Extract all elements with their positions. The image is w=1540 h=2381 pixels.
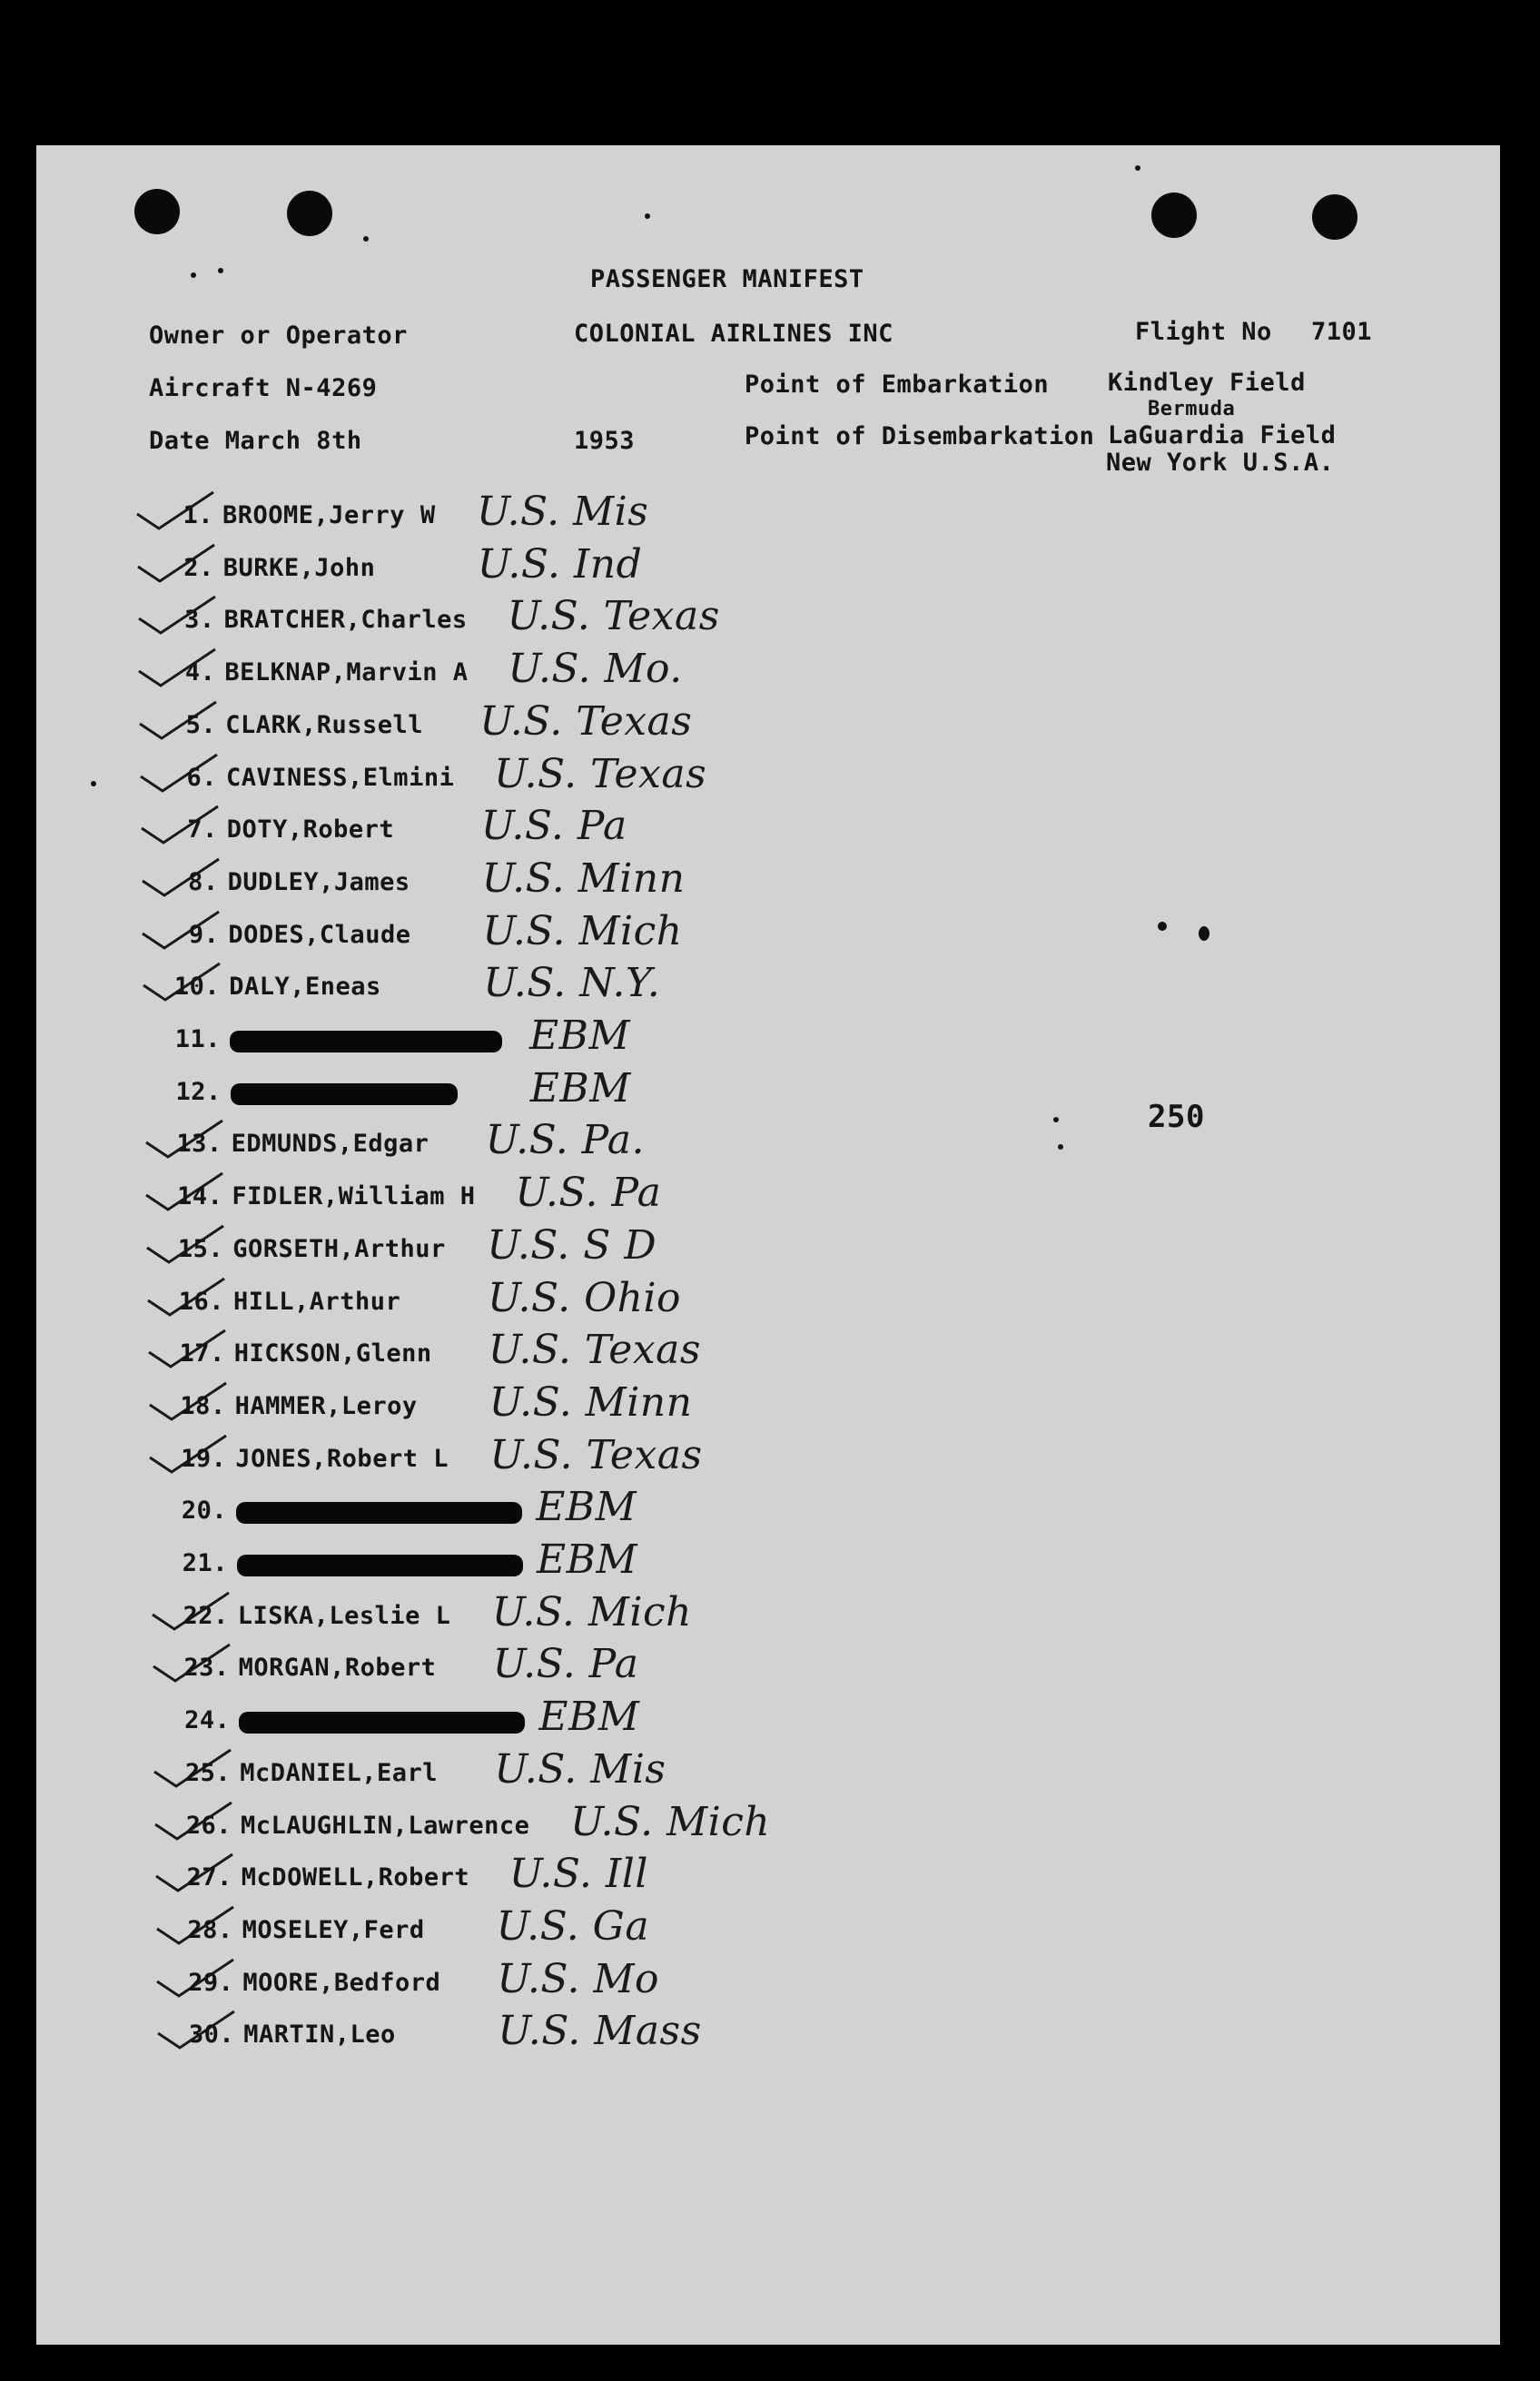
flight-number: 7101: [1311, 318, 1373, 346]
passenger-name: DOTY,Robert: [226, 815, 395, 845]
handwritten-note: U.S. Ga: [496, 1902, 650, 1950]
passenger-number: 19.: [181, 1444, 227, 1473]
passenger-row: [159, 1798, 1067, 1848]
passenger-name: HAMMER,Leroy: [234, 1391, 418, 1420]
embarkation-value: Kindley Field: [1108, 369, 1306, 397]
handwritten-note: U.S. Ind: [477, 540, 643, 588]
passenger-name: DALY,Eneas: [229, 973, 381, 1002]
passenger-row: [153, 1378, 1061, 1428]
passenger-row: [162, 2008, 1070, 2057]
ink-speck: [363, 236, 369, 242]
passenger-name: BURKE,John: [222, 553, 376, 582]
passenger-name: JONES,Robert L: [235, 1444, 449, 1473]
owner-label: Owner or Operator: [149, 321, 408, 350]
handwritten-note: EBM: [537, 1536, 638, 1583]
passenger-row: [150, 1117, 1058, 1166]
handwritten-note: U.S. Mich: [482, 907, 683, 954]
handwritten-note: U.S. Texas: [489, 1431, 703, 1478]
passenger-number: 24.: [184, 1706, 231, 1735]
passenger-number: 26.: [185, 1811, 232, 1840]
passenger-name: HICKSON,Glenn: [233, 1339, 432, 1368]
ink-speck: [1158, 922, 1167, 931]
disembarkation-value-2: New York U.S.A.: [1106, 449, 1335, 477]
passenger-row: [144, 750, 1052, 800]
passenger-row: [157, 1694, 1065, 1743]
punch-hole: [1151, 193, 1197, 238]
handwritten-note: EBM: [529, 1013, 631, 1059]
embarkation-label: Point of Embarkation: [745, 370, 1050, 399]
flight-label: Flight No: [1135, 318, 1272, 346]
passenger-name: BROOME,Jerry W: [222, 501, 436, 529]
passenger-row: [146, 855, 1054, 904]
ink-speck: [91, 781, 96, 786]
aircraft-label: Aircraft N-4269: [149, 374, 378, 402]
passenger-number: 29.: [188, 1968, 234, 1997]
passenger-row: [149, 1064, 1057, 1114]
handwritten-note: U.S. Pa.: [485, 1117, 646, 1164]
passenger-number: 7.: [187, 815, 218, 845]
passenger-number: 1.: [183, 501, 213, 529]
handwritten-note: U.S. Mich: [570, 1798, 771, 1845]
passenger-name: MOORE,Bedford: [242, 1968, 441, 1997]
passenger-number: 25.: [184, 1758, 232, 1787]
passenger-row: [148, 1013, 1056, 1062]
handwritten-note: U.S. Mo: [497, 1955, 660, 2002]
passenger-number: 23.: [183, 1654, 230, 1683]
passenger-row: [156, 1588, 1064, 1638]
handwritten-note: EBM: [536, 1484, 637, 1531]
passenger-name: CLARK,Russell: [225, 710, 424, 739]
handwritten-note: U.S. Texas: [494, 750, 707, 797]
passenger-number: 9.: [188, 920, 220, 949]
ink-speck: [1058, 1144, 1063, 1150]
ink-speck: [1199, 926, 1209, 941]
ink-speck: [1135, 165, 1140, 171]
passenger-number: 30.: [188, 2020, 235, 2050]
passenger-row: [145, 803, 1053, 852]
passenger-number: 12.: [175, 1077, 222, 1106]
passenger-row: [153, 1327, 1061, 1376]
ink-speck: [218, 268, 223, 273]
passenger-name: MORGAN,Robert: [238, 1654, 437, 1683]
operator-name: COLONIAL AIRLINES INC: [574, 320, 893, 348]
passenger-number: 10.: [173, 973, 221, 1002]
handwritten-note: EBM: [538, 1694, 640, 1741]
handwritten-note: U.S. Mich: [491, 1588, 692, 1635]
passenger-row: [143, 697, 1051, 747]
ink-speck: [1053, 1117, 1059, 1122]
passenger-number: 6.: [186, 763, 217, 792]
handwritten-note: U.S. Texas: [479, 697, 693, 745]
passenger-name: BELKNAP,Marvin A: [224, 658, 469, 687]
handwritten-note: U.S. Pa: [492, 1641, 639, 1688]
passenger-number: 20.: [181, 1497, 228, 1526]
year: 1953: [574, 427, 636, 455]
passenger-number: 14.: [177, 1182, 223, 1211]
passenger-name: DODES,Claude: [228, 920, 411, 949]
date-label: Date March 8th: [149, 427, 362, 455]
passenger-name: MARTIN,Leo: [243, 2020, 396, 2050]
handwritten-note: U.S. N.Y.: [483, 960, 661, 1007]
handwritten-note: U.S. Minn: [481, 855, 686, 902]
handwritten-note: U.S. Pa: [480, 803, 627, 850]
passenger-number: 3.: [184, 606, 215, 635]
punch-hole: [134, 189, 180, 234]
redaction-bar: [239, 1712, 525, 1734]
passenger-name: BRATCHER,Charles: [223, 606, 468, 635]
passenger-row: [153, 1431, 1061, 1481]
passenger-name: McDANIEL,Earl: [240, 1758, 439, 1787]
passenger-name: GORSETH,Arthur: [232, 1234, 446, 1263]
passenger-row: [160, 1851, 1068, 1900]
passenger-row: [161, 1955, 1069, 2005]
passenger-name: McDOWELL,Robert: [241, 1863, 470, 1892]
redaction-bar: [236, 1502, 522, 1524]
passenger-row: [152, 1274, 1060, 1324]
passenger-number: 22.: [183, 1601, 229, 1630]
handwritten-note: U.S. Texas: [507, 593, 720, 640]
handwritten-note: U.S. S D: [487, 1221, 657, 1269]
passenger-number: 18.: [180, 1391, 226, 1420]
passenger-row: [141, 489, 1049, 538]
passenger-number: 5.: [185, 710, 217, 739]
passenger-row: [151, 1221, 1059, 1271]
handwritten-note: U.S. Ohio: [488, 1274, 682, 1321]
disembarkation-label: Point of Disembarkation: [745, 422, 1095, 450]
handwritten-note: EBM: [529, 1064, 631, 1111]
redaction-bar: [230, 1031, 502, 1052]
passenger-number: 17.: [179, 1339, 225, 1368]
handwritten-note: U.S. Texas: [488, 1327, 701, 1374]
passenger-number: 16.: [178, 1287, 224, 1316]
punch-hole: [1312, 194, 1357, 240]
passenger-row: [158, 1745, 1066, 1795]
passenger-number: 21.: [182, 1549, 228, 1577]
passenger-row: [154, 1484, 1062, 1533]
passenger-name: DUDLEY,James: [227, 867, 410, 896]
ink-speck: [191, 272, 196, 278]
passenger-number: 2.: [183, 553, 214, 582]
passenger-row: [142, 540, 1050, 590]
passenger-row: [161, 1902, 1069, 1952]
passenger-name: LISKA,Leslie L: [237, 1601, 451, 1630]
passenger-name: EDMUNDS,Edgar: [231, 1130, 429, 1159]
passenger-row: [155, 1536, 1063, 1586]
passenger-row: [143, 646, 1051, 695]
handwritten-note: U.S. Ill: [508, 1851, 648, 1898]
passenger-row: [150, 1170, 1058, 1219]
embarkation-value-2: Bermuda: [1148, 398, 1236, 420]
passenger-row: [143, 593, 1051, 642]
handwritten-note: U.S. Pa: [515, 1170, 662, 1217]
passenger-name: MOSELEY,Ferd: [242, 1915, 425, 1944]
passenger-row: [157, 1641, 1065, 1690]
passenger-name: McLAUGHLIN,Lawrence: [241, 1811, 530, 1840]
passenger-number: 28.: [187, 1915, 233, 1944]
handwritten-note: U.S. Mass: [498, 2008, 702, 2055]
passenger-name: HILL,Arthur: [233, 1287, 401, 1316]
passenger-row: [146, 907, 1054, 957]
passenger-number: 13.: [176, 1130, 222, 1159]
passenger-name: FIDLER,William H: [232, 1182, 476, 1211]
handwritten-note: U.S. Mis: [477, 489, 649, 535]
manifest-title: PASSENGER MANIFEST: [590, 265, 864, 293]
passenger-number: 27.: [186, 1863, 232, 1892]
passenger-number: 4.: [184, 658, 216, 687]
ink-speck: [645, 213, 650, 219]
side-number: 250: [1148, 1099, 1205, 1135]
passenger-name: CAVINESS,Elmini: [226, 763, 455, 792]
passenger-number: 8.: [188, 867, 219, 896]
disembarkation-value: LaGuardia Field: [1108, 421, 1337, 450]
passenger-number: 11.: [174, 1025, 221, 1053]
handwritten-note: U.S. Mis: [494, 1745, 666, 1793]
passenger-number: 15.: [177, 1234, 224, 1263]
passenger-row: [147, 960, 1055, 1009]
manifest-sheet: [36, 145, 1500, 2345]
redaction-bar: [231, 1083, 458, 1105]
handwritten-note: U.S. Mo.: [508, 646, 683, 693]
redaction-bar: [237, 1555, 523, 1576]
punch-hole: [287, 191, 332, 236]
handwritten-note: U.S. Minn: [489, 1378, 693, 1426]
